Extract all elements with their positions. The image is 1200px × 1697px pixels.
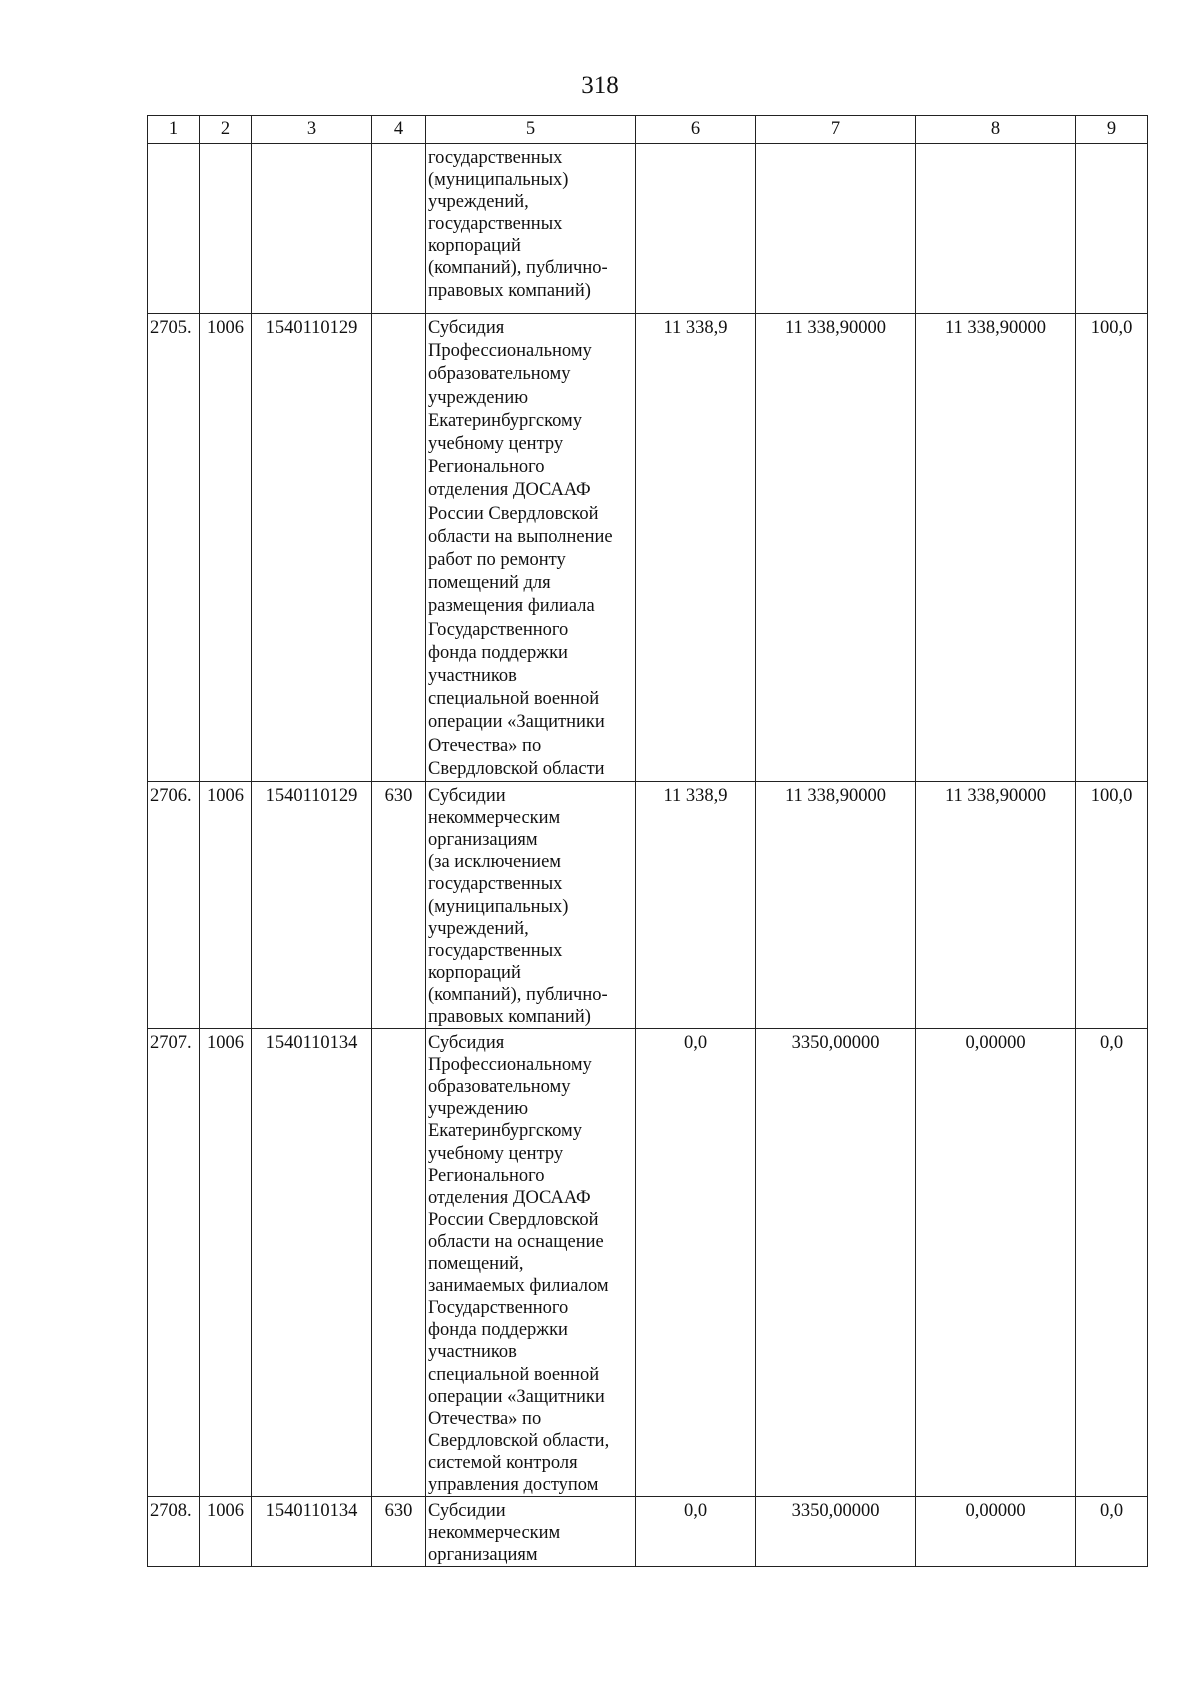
description-line: размещения филиала — [428, 596, 595, 617]
table-row — [148, 1029, 1148, 1497]
section-cell: 1006 — [200, 782, 252, 1029]
target-cell: 1540110134 — [252, 1497, 372, 1567]
description-line: Субсидии — [428, 1501, 506, 1522]
value-cell: 11 338,90000 — [916, 314, 1076, 782]
description-line: учреждению — [428, 1099, 529, 1120]
type-cell — [372, 1029, 426, 1497]
description-line: Свердловской области — [428, 758, 605, 779]
description-line: образовательному — [428, 1077, 571, 1098]
description-line: специальной военной — [428, 689, 600, 710]
description-line: операции «Защитники — [428, 712, 605, 733]
description-line: учреждений, — [428, 192, 529, 213]
value-cell: 0,0 — [636, 1029, 756, 1497]
description-line: отделения ДОСААФ — [428, 1187, 591, 1208]
section-cell: 1006 — [200, 314, 252, 782]
description-line: участников — [428, 1342, 517, 1363]
type-cell: 630 — [372, 1497, 426, 1567]
description-line: (компаний), публично- — [428, 984, 608, 1005]
type-cell — [372, 314, 426, 782]
row-number-cell: 2706. — [148, 782, 200, 1029]
description-line: Субсидия — [428, 1033, 505, 1054]
value-cell — [756, 144, 916, 314]
value-cell: 0,00000 — [916, 1029, 1076, 1497]
description-line: России Свердловской — [428, 503, 599, 524]
description-line: правовых компаний) — [428, 280, 591, 301]
description-line: занимаемых филиалом — [428, 1276, 609, 1297]
header-cell: 2 — [200, 116, 252, 144]
description-line: Отечества» по — [428, 1408, 542, 1429]
description-line: образовательному — [428, 364, 571, 385]
description-line: Регионального — [428, 457, 545, 478]
description-line: организациям — [428, 830, 538, 851]
description-line: операции «Защитники — [428, 1386, 605, 1407]
value-cell: 0,00000 — [916, 1497, 1076, 1567]
header-cell: 6 — [636, 116, 756, 144]
value-cell: 11 338,90000 — [916, 782, 1076, 1029]
description-line: государственных — [428, 148, 563, 168]
description-line: помещений, — [428, 1254, 524, 1275]
page-number: 318 — [581, 72, 619, 99]
description-line: правовых компаний) — [428, 1007, 591, 1027]
description-line: Субсидия — [428, 318, 505, 338]
table-row — [148, 782, 1148, 1029]
description-line: учебному центру — [428, 434, 564, 455]
description-line: учебному центру — [428, 1143, 564, 1164]
value-cell: 0,0 — [636, 1497, 756, 1567]
description-line: государственных — [428, 874, 563, 895]
description-line: корпораций — [428, 962, 521, 983]
value-cell: 100,0 — [1076, 314, 1148, 782]
description-line: области на выполнение — [428, 526, 613, 547]
description-line: (муниципальных) — [428, 170, 569, 191]
description-line: учреждений, — [428, 918, 529, 939]
description-line: некоммерческим — [428, 1523, 561, 1544]
description-cell — [426, 1497, 636, 1567]
description-line: фонда поддержки — [428, 642, 568, 663]
description-line: (за исключением — [428, 852, 561, 873]
budget-table — [147, 115, 1148, 1567]
header-cell: 1 — [148, 116, 200, 144]
row-number-cell: 2705. — [148, 314, 200, 782]
description-line: Профессиональному — [428, 341, 592, 362]
target-cell: 1540110134 — [252, 1029, 372, 1497]
description-line: государственных — [428, 214, 563, 235]
value-cell — [1076, 144, 1148, 314]
description-line: Отечества» по — [428, 735, 542, 756]
description-line: специальной военной — [428, 1364, 600, 1385]
header-cell: 7 — [756, 116, 916, 144]
description-line: России Свердловской — [428, 1209, 599, 1230]
value-cell: 11 338,9 — [636, 314, 756, 782]
description-line: Профессиональному — [428, 1055, 592, 1076]
header-cell: 9 — [1076, 116, 1148, 144]
value-cell — [636, 144, 756, 314]
description-cell — [426, 1029, 636, 1497]
description-line: Субсидии — [428, 786, 506, 807]
table-row — [148, 314, 1148, 782]
table-row — [148, 1497, 1148, 1567]
description-line: учреждению — [428, 387, 529, 408]
value-cell: 3350,00000 — [756, 1497, 916, 1567]
description-line: системой контроля — [428, 1452, 578, 1473]
description-line: Свердловской области, — [428, 1430, 610, 1451]
target-cell — [252, 144, 372, 314]
description-line: Регионального — [428, 1165, 545, 1186]
description-line: некоммерческим — [428, 808, 561, 829]
row-number-cell — [148, 144, 200, 314]
description-cell — [426, 314, 636, 782]
value-cell: 11 338,90000 — [756, 314, 916, 782]
description-line: управления доступом — [428, 1474, 599, 1495]
description-line: Екатеринбургскому — [428, 1121, 582, 1142]
description-line: Екатеринбургскому — [428, 410, 582, 431]
description-line: (компаний), публично- — [428, 258, 608, 279]
description-line: помещений для — [428, 573, 551, 594]
header-row — [148, 116, 1148, 144]
value-cell: 0,0 — [1076, 1497, 1148, 1567]
value-cell — [916, 144, 1076, 314]
description-line: отделения ДОСААФ — [428, 480, 591, 501]
description-cell — [426, 782, 636, 1029]
description-cell — [426, 144, 636, 314]
row-number-cell: 2708. — [148, 1497, 200, 1567]
header-cell: 5 — [426, 116, 636, 144]
value-cell: 0,0 — [1076, 1029, 1148, 1497]
description-line: организациям — [428, 1545, 538, 1566]
header-cell: 4 — [372, 116, 426, 144]
section-cell — [200, 144, 252, 314]
continuation-row — [148, 144, 1148, 314]
target-cell: 1540110129 — [252, 782, 372, 1029]
row-number-cell: 2707. — [148, 1029, 200, 1497]
value-cell: 3350,00000 — [756, 1029, 916, 1497]
description-line: работ по ремонту — [428, 550, 566, 571]
description-line: Государственного — [428, 619, 569, 640]
value-cell: 100,0 — [1076, 782, 1148, 1029]
value-cell: 11 338,9 — [636, 782, 756, 1029]
description-line: Государственного — [428, 1298, 569, 1319]
description-line: (муниципальных) — [428, 896, 569, 917]
description-line: области на оснащение — [428, 1231, 604, 1252]
type-cell — [372, 144, 426, 314]
section-cell: 1006 — [200, 1497, 252, 1567]
target-cell: 1540110129 — [252, 314, 372, 782]
type-cell: 630 — [372, 782, 426, 1029]
header-cell: 8 — [916, 116, 1076, 144]
description-line: участников — [428, 666, 517, 687]
description-line: государственных — [428, 940, 563, 961]
description-line: фонда поддержки — [428, 1320, 568, 1341]
section-cell: 1006 — [200, 1029, 252, 1497]
header-cell: 3 — [252, 116, 372, 144]
description-line: корпораций — [428, 236, 521, 257]
value-cell: 11 338,90000 — [756, 782, 916, 1029]
